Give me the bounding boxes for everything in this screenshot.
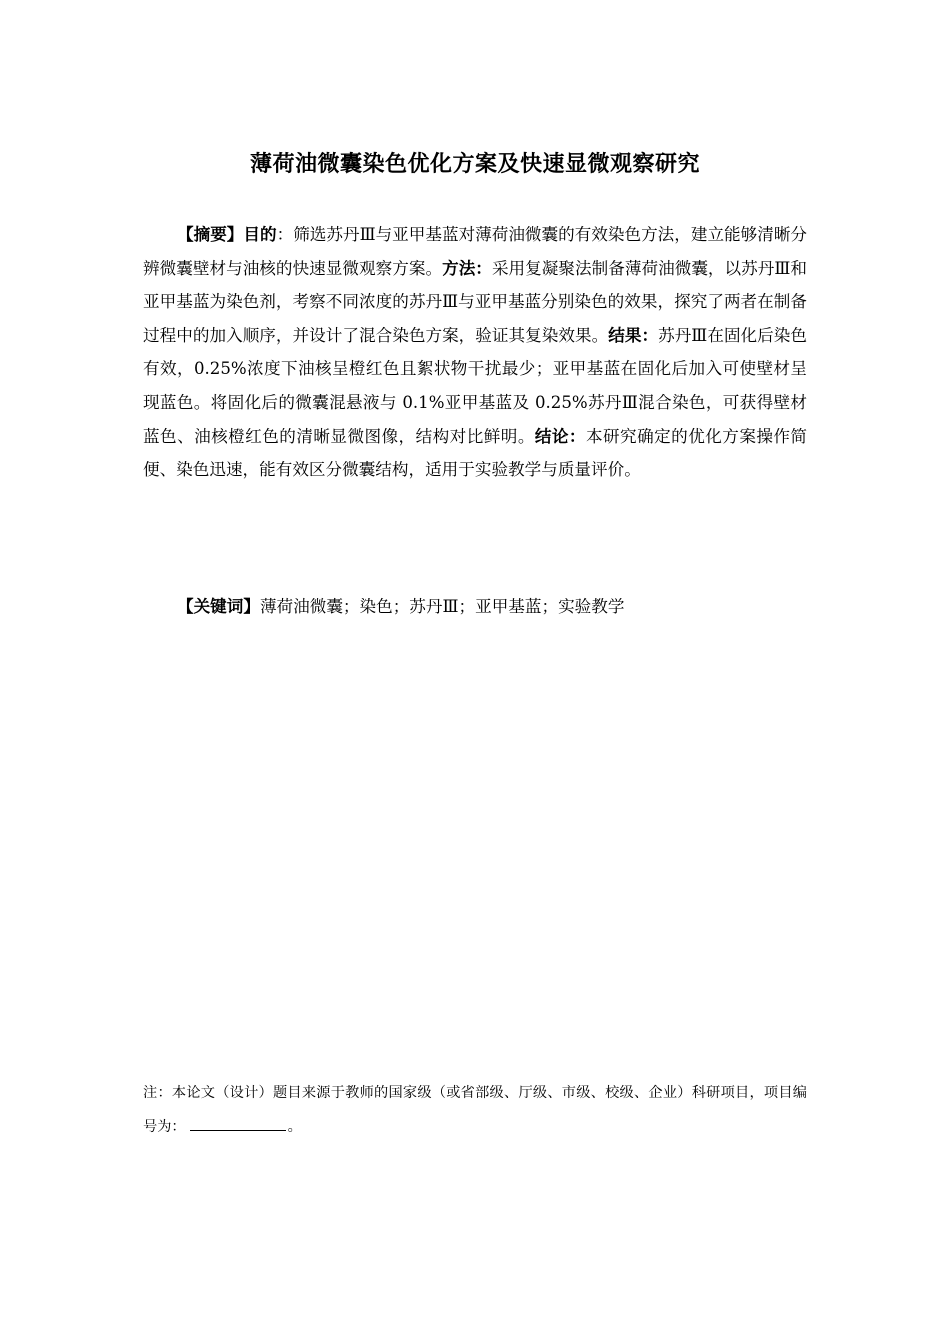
method-text: 采用复凝聚法制备薄荷油微囊，以苏丹Ⅲ和亚甲基蓝为染色剂，考察不同浓度的苏丹Ⅲ与亚甲基蓝分别染色的效果，探究了两者在制备过程中的加入顺序，并设计了混合染色方案，验证其复染效果。 [143, 258, 808, 345]
project-number-blank [190, 1116, 286, 1131]
keywords-paragraph [143, 590, 807, 624]
footnote-text: 注：本论文（设计）题目来源于教师的国家级（或省部级、厅级、市级、校级、企业）科研项目，项目编号为： [143, 1085, 807, 1135]
objective-text: ：筛选苏丹Ⅲ与亚甲基蓝对薄荷油微囊的有效染色方法，建立能够清晰分辨微囊壁材与油核的快速显微观察方案。 [143, 225, 808, 278]
result-text: 苏丹Ⅲ在固化后染色有效，0.25%浓度下油核呈橙红色且絮状物干扰最少；亚甲基蓝在固化后加入可使壁材呈现蓝色。将固化后的微囊混悬液与 0.1%亚甲基蓝及 0.25%苏丹Ⅲ混合染色，可获得壁材蓝色、油核橙红色的清晰显微图像，结构对比鲜明。 [143, 325, 808, 446]
objective-label: 目的 [243, 225, 277, 244]
footnote-end: 。 [287, 1119, 302, 1135]
result-label: 结果： [608, 325, 659, 345]
conclusion-text: 本研究确定的优化方案操作简便、染色迅速，能有效区分微囊结构，适用于实验教学与质量评价。 [143, 426, 808, 480]
footnote [143, 1076, 807, 1144]
abstract-label: 【摘要】 [177, 225, 244, 244]
conclusion-label: 结论： [534, 426, 586, 446]
method-label: 方法： [442, 258, 492, 278]
abstract-paragraph [143, 218, 807, 487]
keywords-label: 【关键词】 [177, 597, 260, 616]
document-title: 薄荷油微囊染色优化方案及快速显微观察研究 [249, 152, 700, 177]
keywords-text: 薄荷油微囊；染色；苏丹Ⅲ；亚甲基蓝；实验教学 [259, 597, 625, 616]
